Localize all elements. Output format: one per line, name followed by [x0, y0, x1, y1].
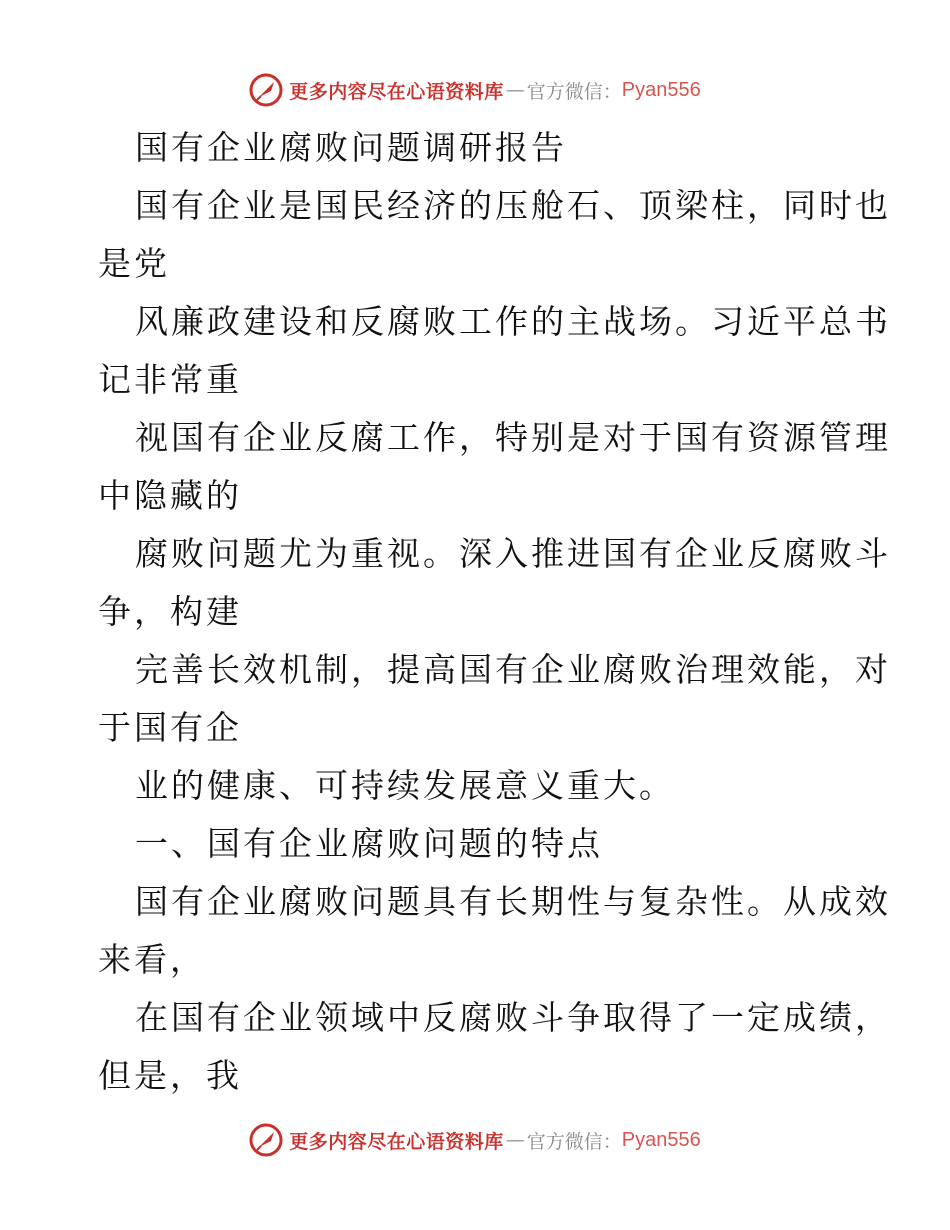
document-line: 业的健康、可持续发展意义重大。 [135, 766, 675, 805]
quill-logo-icon [249, 1123, 283, 1157]
document-line: 视国有企业反腐工作，特别是对于国有资源管理 [135, 418, 891, 457]
document-line: 一、国有企业腐败问题的特点 [135, 824, 603, 863]
document-line: 是党 [98, 244, 170, 283]
watermark-separator: — [505, 1129, 525, 1151]
document-line: 国有企业腐败问题调研报告 [135, 128, 567, 167]
watermark-official-label: 官方微信： [526, 1130, 622, 1153]
watermark-wechat-id: Pyan556 [621, 1128, 701, 1151]
quill-logo-icon [249, 73, 283, 107]
watermark-main-text: 更多内容尽在心语资料库 [289, 1130, 504, 1153]
watermark-official-label: 官方微信： [526, 80, 622, 103]
watermark-main-text: 更多内容尽在心语资料库 [289, 80, 504, 103]
document-line: 记非常重 [98, 360, 242, 399]
header-watermark [0, 70, 950, 110]
document-body [98, 119, 891, 1105]
document-line: 争，构建 [98, 592, 242, 631]
watermark-wechat-id: Pyan556 [621, 78, 701, 101]
document-line: 腐败问题尤为重视。深入推进国有企业反腐败斗 [135, 534, 891, 573]
document-line: 中隐藏的 [98, 476, 242, 515]
watermark-separator: — [505, 79, 525, 101]
document-line: 在国有企业领域中反腐败斗争取得了一定成绩， [135, 998, 891, 1037]
document-line: 国有企业腐败问题具有长期性与复杂性。从成效 [135, 882, 891, 921]
document-line: 但是，我 [98, 1056, 242, 1095]
document-line: 风廉政建设和反腐败工作的主战场。习近平总书 [135, 302, 891, 341]
document-line: 国有企业是国民经济的压舱石、顶梁柱，同时也 [135, 186, 891, 225]
document-line: 来看， [98, 940, 206, 979]
document-line: 于国有企 [98, 708, 242, 747]
document-line: 完善长效机制，提高国有企业腐败治理效能，对 [135, 650, 891, 689]
footer-watermark [0, 1120, 950, 1160]
